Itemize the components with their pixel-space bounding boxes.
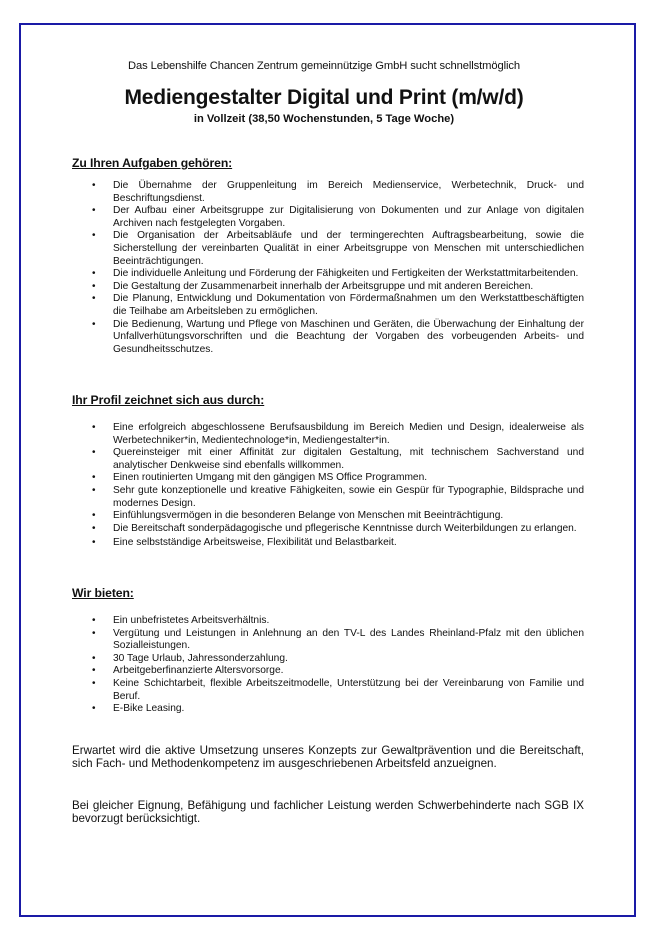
intro-line: Das Lebenshilfe Chancen Zentrum gemeinnützige GmbH sucht schnellstmöglich xyxy=(128,60,520,72)
bullet-icon: • xyxy=(92,665,96,677)
bullet-icon: • xyxy=(92,537,96,549)
section-tasks xyxy=(72,156,584,356)
list-item: • Quereinsteiger mit einer Affinität zur digitalen Gestaltung, mit technischem Sachverstand und analytischer Denkweise sind ebenfalls willkommen. xyxy=(92,447,584,471)
bullet-icon: • xyxy=(92,522,96,534)
bullet-icon: • xyxy=(92,652,96,664)
bullet-icon: • xyxy=(92,318,96,330)
list-item: • Eine selbstständige Arbeitsweise, Flexibilität und Belastbarkeit. xyxy=(92,537,397,549)
list-item: • Ein unbefristetes Arbeitsverhältnis. xyxy=(92,615,270,626)
paragraph-disability-notice: Bei gleicher Eignung, Befähigung und fachlicher Leistung werden Schwerbehinderte nach SGB IX bevorzugt berücksichtigt. xyxy=(72,799,584,826)
section-offer xyxy=(72,586,584,716)
bullet-icon: • xyxy=(92,268,96,280)
bullet-icon: • xyxy=(92,615,96,626)
section-heading: Zu Ihren Aufgaben gehören: xyxy=(72,156,233,170)
bullet-icon: • xyxy=(92,230,96,242)
bullet-icon: • xyxy=(92,703,96,715)
list-item: • Einfühlungsvermögen in die besonderen Belange von Menschen mit Beeinträchtigung. xyxy=(92,510,504,522)
offer-list xyxy=(72,615,584,716)
bullet-icon: • xyxy=(92,677,96,689)
list-item: • Eine erfolgreich abgeschlossene Berufsausbildung im Bereich Medien und Design, idealerweise als Werbetechniker*in, Medientechnologe*in, Mediengestalter*in. xyxy=(92,422,584,446)
bullet-icon: • xyxy=(92,447,96,459)
list-item: • Die Planung, Entwicklung und Dokumentation von Fördermaßnahmen um den Werkstattbeschäftigten die Teilhabe am Arbeitsleben zu ermöglichen. xyxy=(92,293,584,317)
profile-list xyxy=(72,422,584,550)
paragraph-violence-prevention: Erwartet wird die aktive Umsetzung unseres Konzepts zur Gewaltprävention und die Bereitschaft, sich Fach- und Methodenkompetenz im ausgeschriebenen Arbeitsfeld anzueignen. xyxy=(72,744,584,771)
list-item: • Sehr gute konzeptionelle und kreative Fähigkeiten, sowie ein Gespür für Typographie, Bildsprache und modernes Design. xyxy=(92,484,584,509)
bullet-icon: • xyxy=(92,510,96,522)
list-item: • Arbeitgeberfinanzierte Altersvorsorge. xyxy=(92,665,284,677)
list-item: • Die Gestaltung der Zusammenarbeit innerhalb der Arbeitsgruppe und mit anderen Bereichen. xyxy=(92,280,534,292)
section-heading: Wir bieten: xyxy=(72,586,134,600)
list-item: • Keine Schichtarbeit, flexible Arbeitszeitmodelle, Unterstützung bei der Vereinbarung von Familie und Beruf. xyxy=(92,677,584,702)
bullet-icon: • xyxy=(92,627,96,639)
section-heading: Ihr Profil zeichnet sich aus durch: xyxy=(72,393,265,407)
list-item: • Einen routinierten Umgang mit den gängigen MS Office Programmen. xyxy=(92,472,428,484)
job-subtitle: in Vollzeit (38,50 Wochenstunden, 5 Tage Woche) xyxy=(193,113,455,125)
bullet-icon: • xyxy=(92,205,96,217)
bullet-icon: • xyxy=(92,422,96,433)
task-list xyxy=(72,180,584,356)
list-item: • Die individuelle Anleitung und Förderung der Fähigkeiten und Fertigkeiten der Werkstattmitarbeitenden. xyxy=(92,268,579,280)
bullet-icon: • xyxy=(92,484,96,496)
list-item: • Die Bedienung, Wartung und Pflege von Maschinen und Geräten, die Überwachung der Einhaltung der Unfallverhütungsvorschriften und die Beachtung der Vorgaben des vorbeugenden Arbeits- und Gesundheitsschutzes. xyxy=(92,318,584,355)
section-profile xyxy=(72,393,584,550)
list-item: • Vergütung und Leistungen in Anlehnung an den TV-L des Landes Rheinland-Pfalz mit den üblichen Sozialleistungen. xyxy=(92,627,584,652)
list-item: • E-Bike Leasing. xyxy=(92,703,185,715)
bullet-icon: • xyxy=(92,472,96,484)
list-item: • 30 Tage Urlaub, Jahressonderzahlung. xyxy=(92,652,288,664)
bullet-icon: • xyxy=(92,180,96,191)
job-title: Mediengestalter Digital und Print (m/w/d) xyxy=(124,86,524,109)
list-item: • Die Bereitschaft sonderpädagogische und pflegerische Kenntnisse durch Weiterbildungen zu erlangen. xyxy=(92,522,577,534)
list-item: • Der Aufbau einer Arbeitsgruppe zur Digitalisierung von Dokumenten und zur Anlage von digitalen Archiven nach festgelegten Vorgaben. xyxy=(92,205,584,229)
bullet-icon: • xyxy=(92,293,96,305)
bullet-icon: • xyxy=(92,280,96,292)
list-item: • Die Organisation der Arbeitsabläufe und der termingerechten Auftragsbearbeitung, sowie die Sicherstellung der vereinbarten Qualität in einer Arbeitsgruppe von Menschen mit unterschiedlichen Beeinträchtigungen. xyxy=(92,230,584,267)
list-item: • Die Übernahme der Gruppenleitung im Bereich Medienservice, Werbetechnik, Druck- und Beschriftungsdienst. xyxy=(92,180,584,204)
